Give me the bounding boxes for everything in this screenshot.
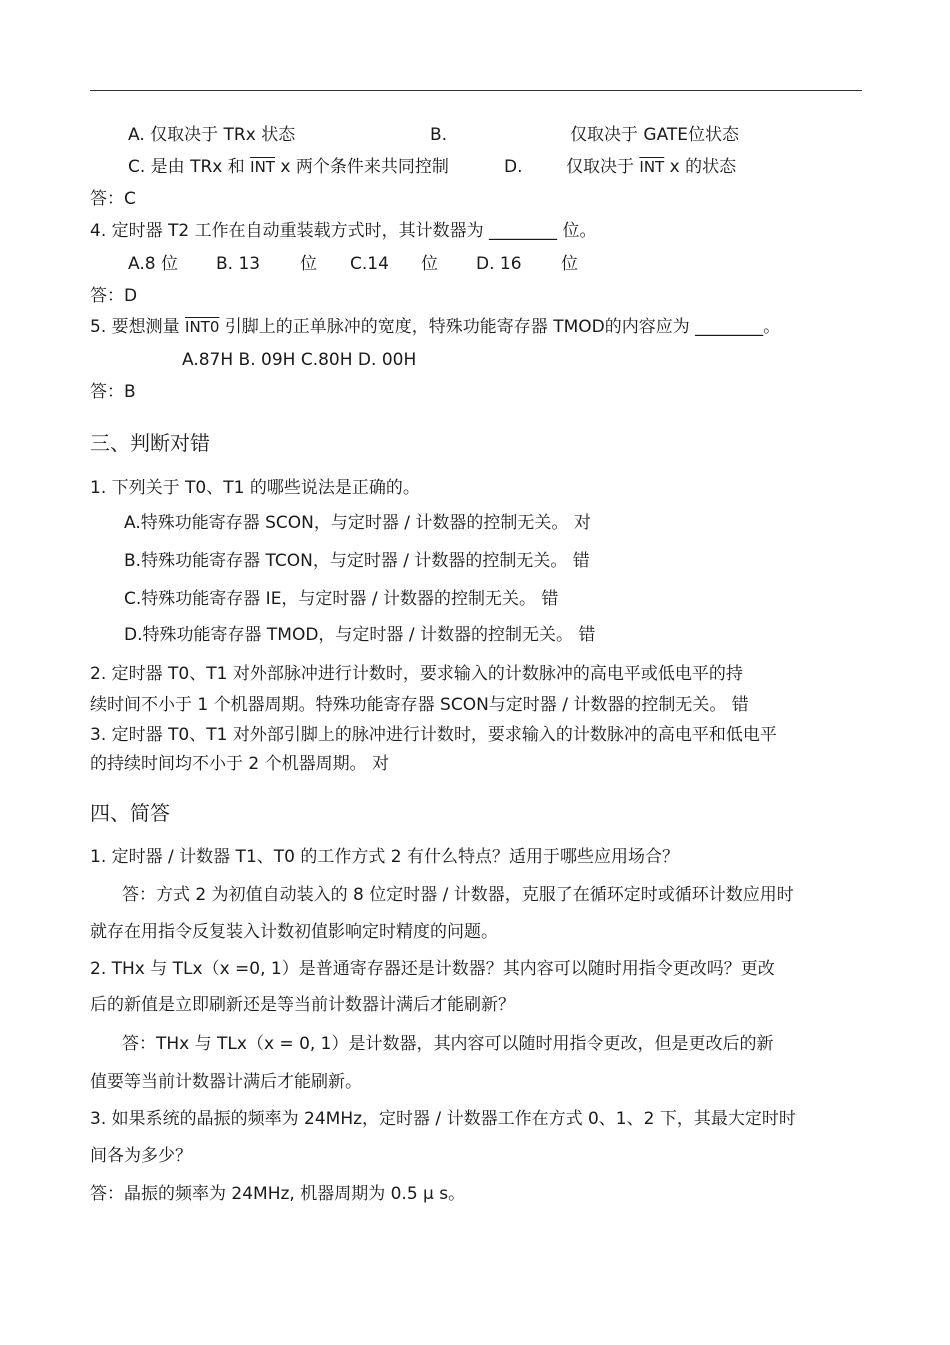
q3-answer: 答：C <box>90 189 136 209</box>
s3-q1-option-c: C.特殊功能寄存器 IE，与定时器 / 计数器的控制无关。 错 <box>124 589 559 609</box>
s3-q3-line1: 3. 定时器 T0、T1 对外部引脚上的脉冲进行计数时，要求输入的计数脉冲的高电平和低电平 <box>90 725 777 745</box>
q3-option-b-label: B. <box>430 125 448 145</box>
int-overline-text: $\overline{INT}$ <box>250 158 275 176</box>
header-rule <box>90 90 862 91</box>
q3-option-d-pre: 仅取决于 <box>566 157 640 177</box>
q4-option-b-unit: 位 <box>300 254 317 274</box>
q3-option-d-label: D. <box>504 157 523 177</box>
q4-option-b: B. 13 <box>216 254 261 274</box>
s3-q1-option-b: B.特殊功能寄存器 TCON，与定时器 / 计数器的控制无关。 错 <box>124 551 590 571</box>
s4-q3-line2: 间各为多少？ <box>90 1146 192 1166</box>
q4-option-c: C.14 <box>350 254 389 274</box>
s3-q3-line2: 的持续时间均不小于 2 个机器周期。 对 <box>90 754 390 774</box>
section-3-title: 三、判断对错 <box>90 431 210 455</box>
q3-option-d-post: x 的状态 <box>664 157 737 177</box>
q5-post: 引脚上的正单脉冲的宽度，特殊功能寄存器 TMOD的内容应为 ________。 <box>219 317 781 337</box>
q3-option-c <box>128 156 449 178</box>
s4-q1: 1. 定时器 / 计数器 T1、T0 的工作方式 2 有什么特点？适用于哪些应用场合？ <box>90 847 679 867</box>
s4-a2-line1: 答：THx 与 TLx（x = 0, 1）是计数器，其内容可以随时用指令更改，但是更改后的新 <box>122 1034 774 1054</box>
int0-overline-text: INT0 <box>185 318 220 336</box>
q3-option-a: A. 仅取决于 TRx 状态 <box>128 125 296 145</box>
section-4-title: 四、简答 <box>90 801 170 825</box>
s4-a1-line1: 答：方式 2 为初值自动装入的 8 位定时器 / 计数器，克服了在循环定时或循环计数应用时 <box>122 885 794 905</box>
q4-option-d-unit: 位 <box>561 254 578 274</box>
s4-q2-line1: 2. THx 与 TLx（x =0, 1）是普通寄存器还是计数器？其内容可以随时用指令更改吗？更改 <box>90 959 775 979</box>
s3-q2-line1: 2. 定时器 T0、T1 对外部脉冲进行计数时，要求输入的计数脉冲的高电平或低电平的持 <box>90 664 743 684</box>
q3-option-c-pre: C. 是由 TRx 和 <box>128 157 251 177</box>
s3-q1-option-a: A.特殊功能寄存器 SCON，与定时器 / 计数器的控制无关。 对 <box>124 513 591 533</box>
int-overline-text: $\overline{INT}$ <box>639 158 665 176</box>
q3-option-b-text: 仅取决于 GATE位状态 <box>570 125 740 145</box>
q5-question <box>90 316 780 338</box>
q3-option-d <box>566 156 736 178</box>
q4-option-d: D. 16 <box>476 254 522 274</box>
q5-options: A.87H B. 09H C.80H D. 00H <box>182 350 417 370</box>
q4-question: 4. 定时器 T2 工作在自动重装载方式时，其计数器为 ________ 位。 <box>90 221 597 241</box>
q4-answer: 答：D <box>90 286 138 306</box>
s3-q1: 1. 下列关于 T0、T1 的哪些说法是正确的。 <box>90 478 420 498</box>
q5-pre: 5. 要想测量 <box>90 317 186 337</box>
q5-answer: 答：B <box>90 382 136 402</box>
s4-a1-line2: 就存在用指令反复装入计数初值影响定时精度的问题。 <box>90 922 498 942</box>
s3-q1-option-d: D.特殊功能寄存器 TMOD，与定时器 / 计数器的控制无关。 错 <box>124 625 596 645</box>
q3-option-c-post: x 两个条件来共同控制 <box>274 157 449 177</box>
s4-q3-line1: 3. 如果系统的晶振的频率为 24MHz，定时器 / 计数器工作在方式 0、1、2 下，其最大定时时 <box>90 1109 796 1129</box>
s3-q2-line2: 续时间不小于 1 个机器周期。特殊功能寄存器 SCON与定时器 / 计数器的控制无关。 错 <box>90 695 749 715</box>
q4-option-a: A.8 位 <box>128 254 178 274</box>
q4-option-c-unit: 位 <box>421 254 438 274</box>
s4-a2-line2: 值要等当前计数器计满后才能刷新。 <box>90 1072 362 1092</box>
s4-q2-line2: 后的新值是立即刷新还是等当前计数器计满后才能刷新？ <box>90 995 515 1015</box>
s4-a3: 答：晶振的频率为 24MHz, 机器周期为 0.5 μ s。 <box>90 1184 466 1204</box>
